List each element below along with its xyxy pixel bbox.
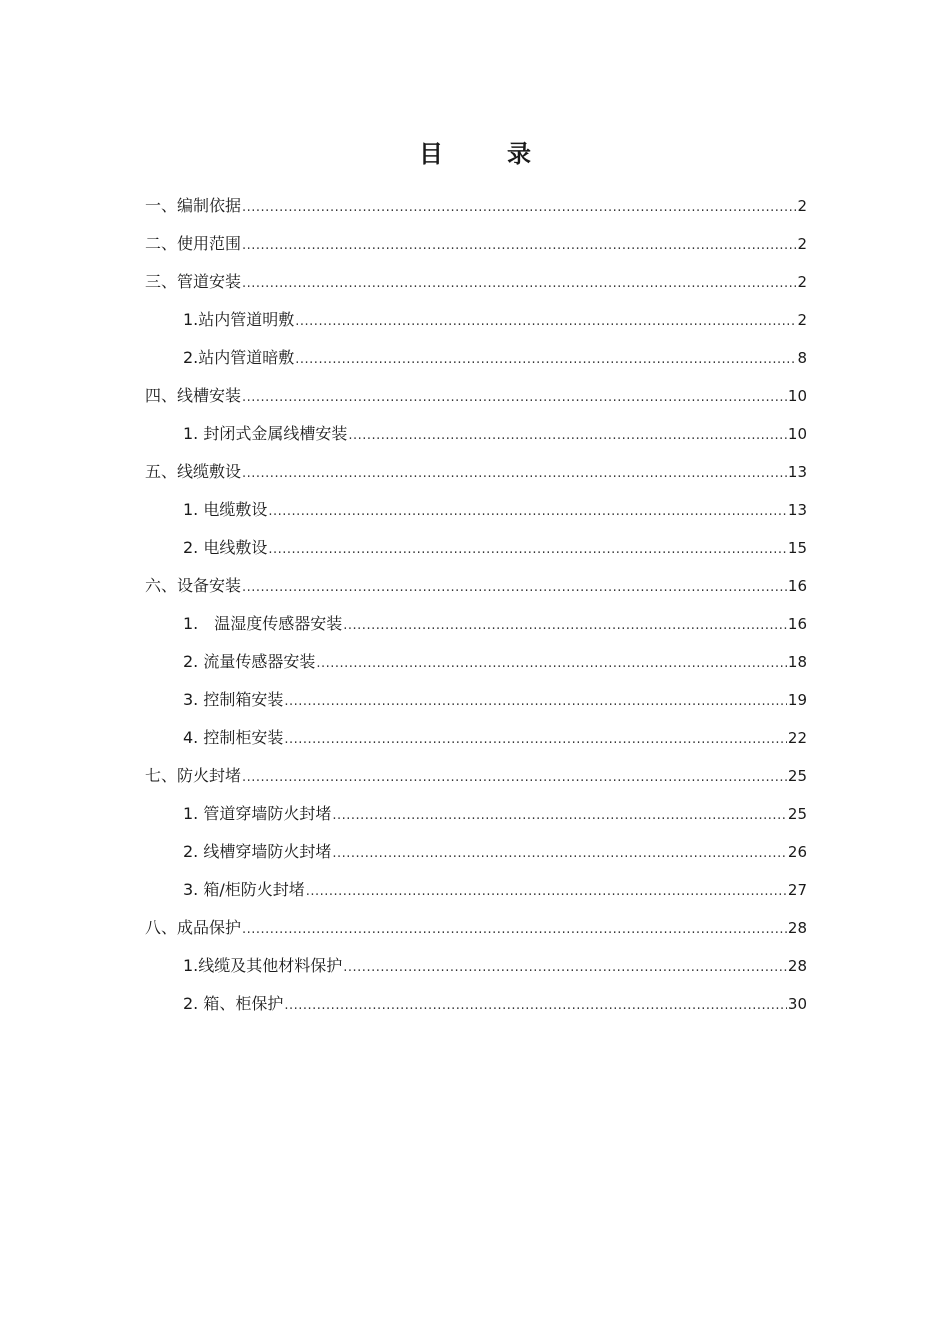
toc-entry-page-number: 13: [787, 501, 807, 519]
toc-entry-label: 2. 电线敷设: [183, 538, 268, 557]
toc-entry-page-number: 19: [787, 691, 807, 709]
toc-entry-label: 2. 线槽穿墙防火封堵: [183, 842, 332, 861]
toc-dot-leader: [343, 949, 787, 987]
toc-entry-page-number: 10: [787, 387, 807, 405]
toc-entry-label: 五、线缆敷设: [145, 462, 242, 481]
toc-entry-page-number: 2: [797, 311, 807, 329]
toc-dot-leader: [268, 493, 787, 531]
toc-entry-page-number: 15: [787, 539, 807, 557]
toc-entry-page-number: 16: [787, 615, 807, 633]
toc-entry[interactable]: [145, 681, 807, 719]
toc-entry-label: 3. 箱/柜防火封堵: [183, 880, 305, 899]
toc-title: 目 录: [419, 140, 551, 168]
toc-entry-page-number: 26: [787, 843, 807, 861]
toc-dot-leader: [242, 189, 796, 227]
toc-entry-page-number: 28: [787, 957, 807, 975]
toc-dot-leader: [332, 797, 787, 835]
toc-entry-label: 4. 控制柜安装: [183, 728, 284, 747]
toc-dot-leader: [348, 417, 787, 455]
toc-entry-page-number: 30: [787, 995, 807, 1013]
toc-dot-leader: [295, 341, 796, 379]
toc-entry[interactable]: [145, 757, 807, 795]
toc-entry-label: 2. 箱、柜保护: [183, 994, 284, 1013]
toc-entry-page-number: 22: [787, 729, 807, 747]
toc-entry-label: 2. 流量传感器安装: [183, 652, 316, 671]
toc-entry-page-number: 8: [797, 349, 807, 367]
toc-entry[interactable]: [145, 605, 807, 643]
toc-list: [145, 187, 807, 1023]
toc-dot-leader: [306, 873, 787, 911]
toc-dot-leader: [295, 303, 796, 341]
toc-dot-leader: [242, 569, 787, 607]
toc-entry-label: 二、使用范围: [145, 234, 242, 253]
toc-entry-page-number: 13: [787, 463, 807, 481]
toc-entry-page-number: 27: [787, 881, 807, 899]
toc-entry[interactable]: [145, 415, 807, 453]
toc-entry-label: 六、设备安装: [145, 576, 242, 595]
toc-dot-leader: [284, 683, 787, 721]
toc-entry-label: 3. 控制箱安装: [183, 690, 284, 709]
toc-entry-label: 2.站内管道暗敷: [183, 348, 295, 367]
toc-entry-page-number: 2: [797, 235, 807, 253]
toc-entry-label: 八、成品保护: [145, 918, 242, 937]
toc-entry[interactable]: [145, 795, 807, 833]
toc-entry[interactable]: [145, 187, 807, 225]
toc-entry-label: 三、管道安装: [145, 272, 242, 291]
toc-entry-page-number: 2: [797, 273, 807, 291]
toc-entry[interactable]: [145, 567, 807, 605]
toc-dot-leader: [284, 987, 787, 1025]
toc-dot-leader: [332, 835, 787, 873]
toc-dot-leader: [284, 721, 787, 759]
toc-entry[interactable]: [145, 947, 807, 985]
toc-entry-label: 1. 电缆敷设: [183, 500, 268, 519]
toc-dot-leader: [242, 265, 796, 303]
toc-entry-label: 七、防火封堵: [145, 766, 242, 785]
toc-entry[interactable]: [145, 301, 807, 339]
toc-entry[interactable]: [145, 909, 807, 947]
toc-dot-leader: [343, 607, 787, 645]
toc-entry[interactable]: [145, 833, 807, 871]
toc-entry-label: 1. 封闭式金属线槽安装: [183, 424, 348, 443]
toc-entry-label: 四、线槽安装: [145, 386, 242, 405]
toc-dot-leader: [316, 645, 787, 683]
toc-entry-label: 一、编制依据: [145, 196, 242, 215]
toc-dot-leader: [242, 759, 787, 797]
toc-dot-leader: [242, 227, 796, 265]
toc-entry[interactable]: [145, 377, 807, 415]
toc-dot-leader: [242, 911, 787, 949]
toc-entry-page-number: 16: [787, 577, 807, 595]
toc-entry-label: 1.线缆及其他材料保护: [183, 956, 343, 975]
toc-entry-page-number: 2: [797, 197, 807, 215]
toc-entry[interactable]: [145, 263, 807, 301]
toc-entry-page-number: 25: [787, 805, 807, 823]
toc-entry[interactable]: [145, 453, 807, 491]
toc-entry[interactable]: [145, 985, 807, 1023]
toc-entry-page-number: 28: [787, 919, 807, 937]
toc-entry[interactable]: [145, 339, 807, 377]
toc-entry-page-number: 25: [787, 767, 807, 785]
toc-entry[interactable]: [145, 225, 807, 263]
toc-entry-label: 1.站内管道明敷: [183, 310, 295, 329]
toc-dot-leader: [242, 455, 787, 493]
toc-entry[interactable]: [145, 491, 807, 529]
toc-entry[interactable]: [145, 529, 807, 567]
toc-entry[interactable]: [145, 719, 807, 757]
toc-dot-leader: [242, 379, 787, 417]
toc-entry-page-number: 10: [787, 425, 807, 443]
toc-entry-label: 1. 管道穿墙防火封堵: [183, 804, 332, 823]
toc-entry[interactable]: [145, 643, 807, 681]
toc-entry[interactable]: [145, 871, 807, 909]
toc-entry-page-number: 18: [787, 653, 807, 671]
toc-dot-leader: [268, 531, 787, 569]
toc-entry-label: 1. 温湿度传感器安装: [183, 614, 343, 633]
